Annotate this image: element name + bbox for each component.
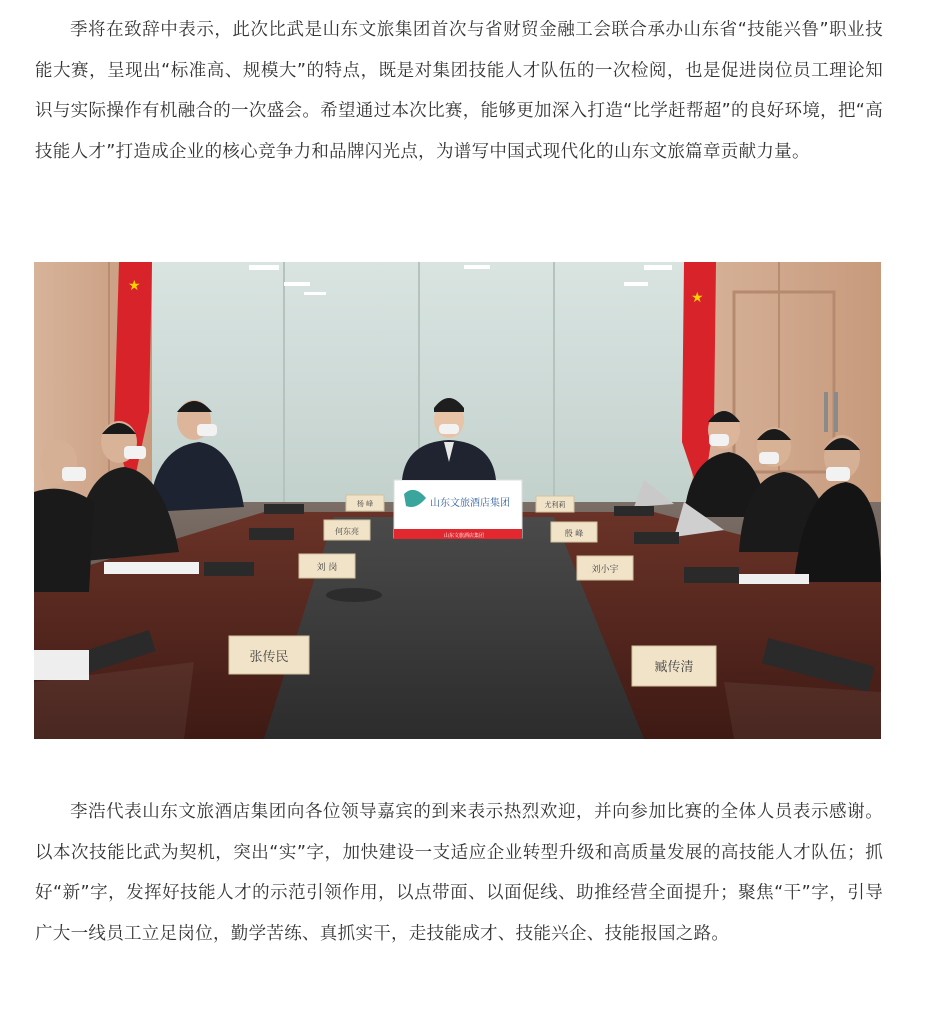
name-card — [536, 496, 574, 512]
name-card-text: 张传民 — [249, 650, 289, 665]
meeting-photo-illustration — [34, 262, 881, 739]
meeting-photo — [34, 262, 881, 739]
banner-subtext: 山东文旅酒店集团 — [444, 533, 485, 539]
svg-text:★: ★ — [691, 290, 704, 306]
name-card-text: 臧传清 — [654, 660, 694, 675]
name-card — [551, 522, 597, 542]
name-card-text: 尤利莉 — [544, 501, 566, 509]
name-card — [346, 495, 384, 511]
name-card — [632, 646, 716, 686]
name-card-text: 刘 岗 — [316, 563, 338, 573]
banner-text: 山东文旅酒店集团 — [430, 498, 510, 509]
name-card — [229, 636, 309, 674]
name-card — [577, 556, 633, 580]
article-paragraph: 季将在致辞中表示，此次比武是山东文旅集团首次与省财贸金融工会联合承办山东省“技能兴鲁”职业技能大赛，呈现出“标准高、规模大”的特点，既是对集团技能人才队伍的一次检阅，也是促进岗位员工理论知识与实际操作有机融合的一次盛会。希望通过本次比赛，能够更加深入打造“比学赶帮超”的良好环境，把“高技能人才”打造成企业的核心竞争力和品牌闪光点，为谱写中国式现代化的山东文旅篇章贡献力量。 — [35, 20, 883, 162]
name-card-text: 刘小宇 — [591, 565, 619, 575]
name-card-text: 杨 峰 — [356, 500, 374, 508]
svg-text:★: ★ — [128, 278, 141, 294]
article-paragraph: 李浩代表山东文旅酒店集团向各位领导嘉宾的到来表示热烈欢迎，并向参加比赛的全体人员表示感谢。以本次技能比武为契机，突出“实”字，加快建设一支适应企业转型升级和高质量发展的高技能人才队伍；抓好“新”字，发挥好技能人才的示范引领作用，以点带面、以面促线、助推经营全面提升；聚焦“干”字，引导广大一线员工立足岗位，勤学苦练、真抓实干，走技能成才、技能兴企、技能报国之路。 — [35, 802, 883, 944]
name-card — [299, 554, 355, 578]
name-card-text: 何东亮 — [335, 527, 359, 536]
name-card — [324, 520, 370, 540]
name-card-text: 殷 峰 — [564, 529, 584, 538]
